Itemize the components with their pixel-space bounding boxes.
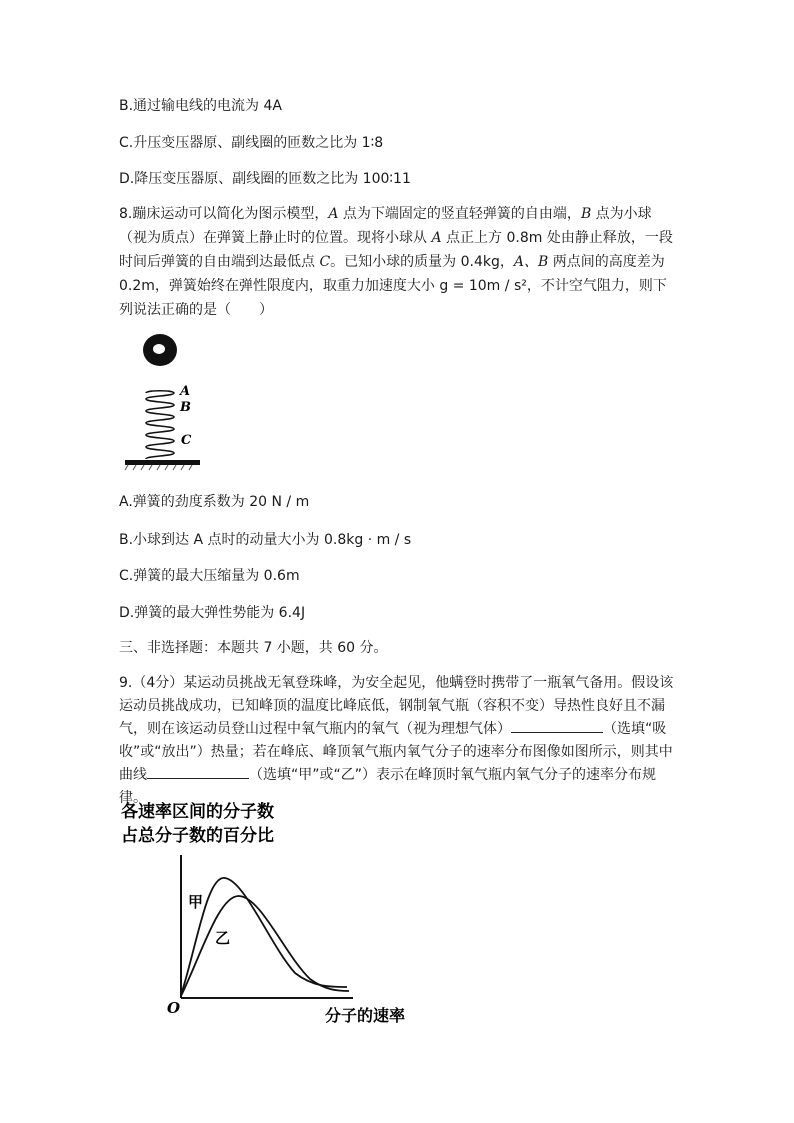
option-b-prev: B.通过输电线的电流为 4A <box>119 98 282 114</box>
series-label-yi: 乙 <box>215 929 231 947</box>
label-a: A <box>180 384 191 399</box>
curve-yi <box>181 896 349 996</box>
label-b: B <box>180 400 191 415</box>
spring-diagram <box>120 330 210 480</box>
question-9-stem: 9.（4分）某运动员挑战无氧登珠峰，为安全起见，他螨登时携带了一瓶氧气备用。假设该运动员挑战成功，已知峰顶的温度比峰底低，钢制氧气瓶（容积不变）导热性良好且不漏气，则在该运动员登山过程中氧气瓶内的氧气（视为理想气体） （选填“吸收”或“放出”）热量；若在峰底、峰顶氧气瓶内氧气分子的速率分布图像如图所示，则其中曲线 （选填“甲”或“乙”）表示在峰顶时氧气瓶内氧气分子的速率分布规律。 <box>119 675 674 806</box>
q8-option-c: C.弹簧的最大压缩量为 0.6m <box>119 568 300 584</box>
option-c-prev: C.升压变压器原、副线圈的匝数之比为 1∶8 <box>119 135 384 151</box>
q8-option-b: B.小球到达 A 点时的动量大小为 0.8kg · m / s <box>119 532 412 548</box>
section-3-heading: 三、非选择题：本题共 7 小题，共 60 分。 <box>119 640 388 656</box>
answer-blank-1[interactable] <box>511 718 603 733</box>
q8-option-d: D.弹簧的最大弹性势能为 6.4J <box>119 605 306 621</box>
chart-title-line2: 占总分子数的百分比 <box>121 826 274 846</box>
speed-distribution-chart <box>115 795 435 1030</box>
series-label-jia: 甲 <box>188 893 204 911</box>
x-axis-label: 分子的速率 <box>325 1006 406 1025</box>
origin-label: O <box>167 999 181 1017</box>
curve-jia <box>181 878 347 995</box>
chart-title-line1: 各速率区间的分子数 <box>121 802 274 822</box>
ground <box>125 460 200 465</box>
q8-option-a: A.弹簧的劲度系数为 20 N / m <box>119 494 310 510</box>
spring-coil <box>146 391 174 459</box>
option-d-prev: D.降压变压器原、副线圈的匝数之比为 100∶11 <box>119 171 411 187</box>
label-c: C <box>181 433 192 448</box>
question-8-stem: 8.蹦床运动可以简化为图示模型，A 点为下端固定的竖直轻弹簧的自由端，B 点为小球（视为质点）在弹簧上静止时的位置。现将小球从 A 点正上方 0.8m 处由静止释放，一段时间后弹簧的自由端到达最低点 C。已知小球的质量为 0.4kg，A、B 两点间的高度差为 0.2m，弹簧始终在弹性限度内，取重力加速度大小 g = 10m / s²，不计空气阻力，则下列说法正确的是（ ） <box>119 206 673 318</box>
answer-blank-2[interactable] <box>147 764 249 779</box>
